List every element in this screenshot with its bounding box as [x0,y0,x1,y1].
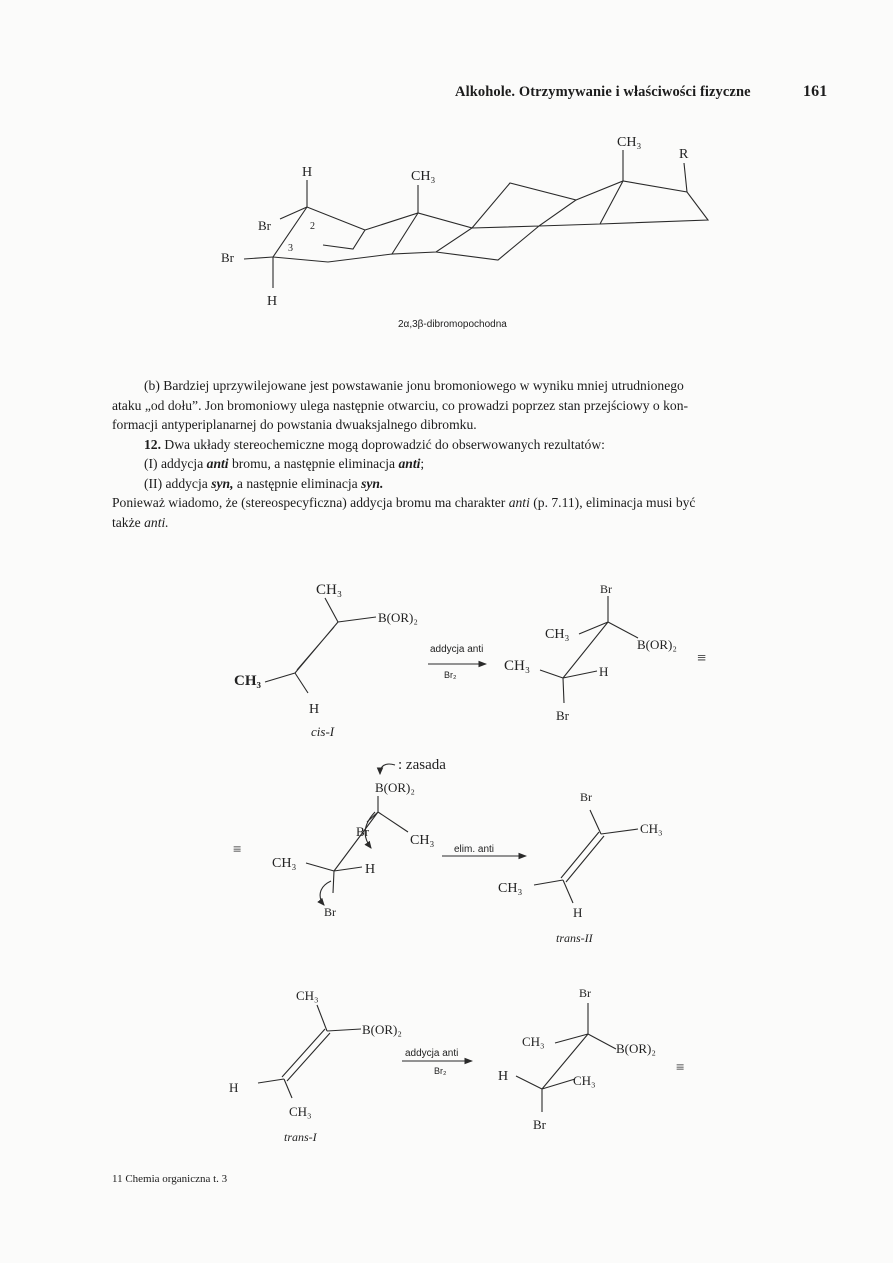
s1p-br-top: Br [600,582,612,596]
s1p-ch3-b: CH₃ [504,658,531,674]
s3-bonds [258,1005,361,1098]
s1-equiv: ≡ [697,650,707,667]
atom-br-upper: Br [258,218,271,233]
para-b-line-2: ataku „od dołu”. Jon bromoniowy ulega następnie otwarciu, co prowadzi poprzez stan przejściowy o kon- [112,397,689,413]
s1-bor2: B(OR)₂ [378,610,418,625]
s3-ch3-bottom: CH₃ [289,1104,312,1119]
s2-product-double [561,832,604,882]
s1-arrow-top: addycja anti [430,644,484,655]
scheme-2 [233,757,663,945]
atom-h-top: H [302,165,313,180]
s2-br-bottom: Br [324,905,336,919]
s1-double-bond [295,622,338,673]
footer-signature: 11 Chemia organiczna t. 3 [112,1173,228,1185]
s3-equiv: ≡ [676,1060,685,1076]
atom-ch3-top: CH₃ [617,135,642,150]
item-12-option-i: (I) addycja anti bromu, a następnie eliminacja anti; [144,456,425,471]
item-12-text: Dwa układy stereochemiczne mogą doprowadzić do obserwowanych rezultatów: [164,436,605,452]
s1-product-bonds [540,596,638,703]
s2-product-bonds [534,810,638,903]
s2-ch3-right: CH₃ [410,833,435,848]
s2-h: H [365,862,376,877]
atom-ch3-mid: CH₃ [411,169,436,184]
s2-label: trans-II [556,931,593,945]
s2-base: : zasada [398,757,446,773]
s2p-br: Br [580,790,592,804]
s1p-ch3-a: CH₃ [545,627,570,642]
s2-curly-arrows [380,764,395,774]
s3p-br-bottom: Br [533,1117,546,1132]
s3p-h: H [498,1069,509,1084]
s1p-bor2: B(OR)₂ [637,637,677,652]
para-b-line-1: (b) Bardziej uprzywilejowane jest powstawanie jonu bromoniowego w wyniku mniej utrudnionego [144,378,684,393]
locant-3: 3 [288,243,293,254]
atom-r: R [679,147,689,162]
atom-h-bottom: H [267,294,278,309]
s3-arrow-top: addycja anti [405,1048,459,1059]
s3p-br-top: Br [579,986,591,1000]
item-12-conclusion-2: także anti. [112,514,169,530]
s3p-bor2: B(OR)₂ [616,1041,656,1056]
s2p-ch3-right: CH₃ [640,821,663,836]
s3-bor2: B(OR)₂ [362,1022,402,1037]
s1-bonds [265,598,376,693]
s3-label: trans-I [284,1130,317,1144]
item-12-number: 12. [144,436,161,452]
s1p-h: H [599,664,609,679]
header-title: Alkohole. Otrzymywanie i właściwości fizyczne [455,84,751,100]
steroid-caption: 2α,3β-dibromopochodna [398,319,507,330]
s2p-h: H [573,905,583,920]
s2-bonds [306,796,408,893]
scheme-3 [229,986,684,1144]
atom-br-lower: Br [221,250,234,265]
s2-equiv-left: ≡ [233,842,242,858]
s1p-br-bottom: Br [556,708,569,723]
s3-product-bonds [516,1003,616,1112]
s2-arrow-top: elim. anti [454,844,495,855]
s2-bor2: B(OR)₂ [375,780,415,795]
page-number: 161 [803,83,828,100]
s3p-ch3-a: CH₃ [522,1034,545,1049]
s3-ch3-top: CH₃ [296,988,319,1003]
item-12-option-ii: (II) addycja syn, a następnie eliminacja syn. [144,475,384,491]
para-b-line-3: formacji antyperiplanarnej do powstania dwuaksjalnego dibromku. [112,417,477,432]
s3p-ch3-b: CH₃ [573,1073,596,1088]
s3-arrow-bottom: Br₂ [434,1066,447,1076]
item-12-conclusion: Ponieważ wiadomo, że (stereospecyficzna) addycja bromu ma charakter anti (p. 7.11), eliminacja musi być [112,495,696,510]
s1-ch3-top: CH₃ [316,582,343,598]
s1-label: cis-I [311,724,335,739]
s2p-ch3-left: CH₃ [498,881,523,896]
s1-arrow-bottom: Br₂ [444,670,457,680]
s1-h: H [309,702,320,717]
s3-double-bond [282,1029,330,1081]
s2-br-left: Br [356,824,369,839]
locant-2: 2 [310,221,315,232]
s3-h: H [229,1080,239,1095]
s2-ch3-left: CH₃ [272,856,297,871]
s1-ch3-left: CH₃ [234,673,261,689]
scheme-1 [234,582,706,739]
